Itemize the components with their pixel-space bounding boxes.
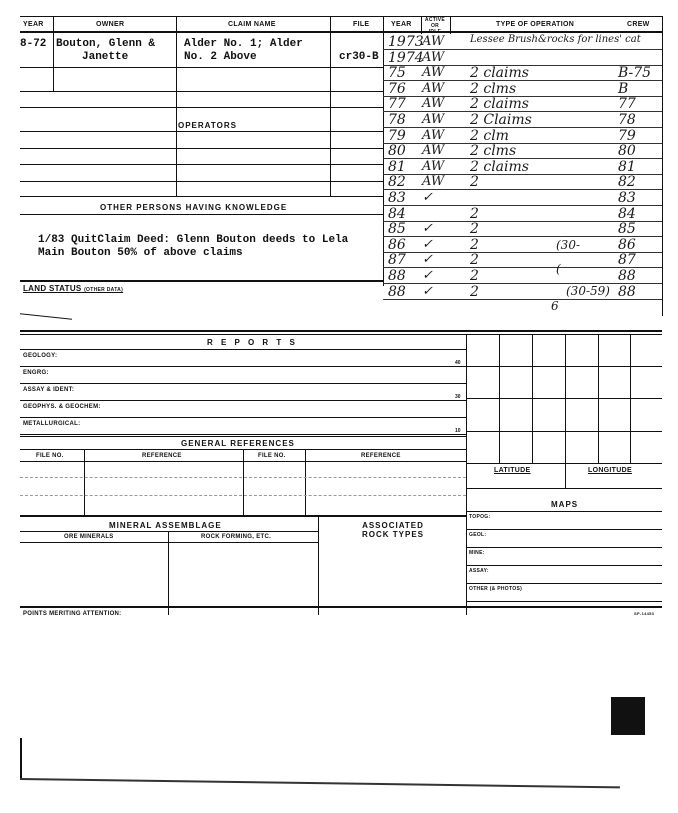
log-operation: 2 clms	[470, 80, 517, 97]
ruled-line	[20, 436, 466, 437]
annotation-2: (	[556, 262, 561, 276]
header-year2: YEAR	[391, 21, 412, 28]
ruled-line	[20, 349, 466, 350]
log-right: 88	[618, 268, 636, 284]
ruled-line	[20, 181, 383, 182]
log-status: ✓	[422, 268, 433, 283]
log-status: AW	[422, 80, 445, 96]
report-number: 10	[455, 428, 461, 434]
associated-rock-types-heading: ASSOCIATED ROCK TYPES	[361, 521, 424, 539]
report-label: ENGRG:	[23, 370, 49, 376]
log-status: ✓	[422, 221, 433, 237]
grid-line	[499, 334, 500, 464]
report-label: GEOLOGY:	[23, 353, 58, 359]
record-claim-line2: No. 2 Above	[184, 51, 257, 63]
ruled-line	[20, 164, 383, 165]
grid-line	[532, 334, 533, 464]
grid-line	[466, 463, 662, 464]
log-status: AW	[422, 49, 445, 65]
log-right: 82	[618, 174, 636, 191]
col-divider	[168, 531, 169, 615]
ruled-line	[20, 495, 466, 496]
log-right: B	[618, 80, 629, 97]
map-row-rule	[466, 601, 662, 602]
log-year: 82	[388, 174, 406, 191]
report-label: GEOPHYS. & GEOCHEM:	[23, 404, 101, 410]
ruled-line	[20, 542, 318, 543]
header-file: FILE	[353, 21, 370, 28]
other-persons-heading: OTHER PERSONS HAVING KNOWLEDGE	[100, 203, 288, 212]
log-year: 88	[388, 268, 406, 284]
latitude-label: LATITUDE	[494, 467, 531, 474]
ref-file-no: FILE NO.	[36, 453, 64, 459]
log-rule	[383, 299, 662, 300]
ruled-line	[20, 515, 466, 517]
map-row-label: TOPOG:	[469, 514, 491, 520]
log-operation: 2 clms	[470, 143, 517, 160]
record-owner-line1: Bouton, Glenn &	[56, 38, 156, 50]
log-status: ✓	[422, 190, 433, 205]
log-year: 84	[388, 205, 406, 222]
col-divider	[305, 449, 306, 515]
map-row-rule	[466, 583, 662, 584]
col-divider	[53, 16, 54, 91]
ruled-line	[20, 107, 383, 108]
right-border	[662, 16, 663, 316]
ref-reference2: REFERENCE	[361, 453, 401, 459]
map-row-label: ASSAY:	[469, 568, 489, 574]
grid-line	[466, 366, 662, 367]
record-file: cr30-B	[339, 51, 379, 63]
reports-heading: R E P O R T S	[207, 338, 298, 347]
general-references-heading: GENERAL REFERENCES	[181, 439, 295, 448]
land-status-sub: (OTHER DATA)	[84, 287, 124, 293]
log-operation: 2	[470, 221, 479, 238]
log-operation: 2	[470, 252, 479, 269]
header-crew: CREW	[627, 21, 650, 28]
report-number: 40	[455, 360, 461, 366]
log-operation: 2 clm	[470, 127, 509, 144]
report-rule	[20, 383, 466, 384]
grid-line	[466, 431, 662, 432]
log-right: 83	[618, 190, 636, 206]
report-label: ASSAY & IDENT:	[23, 387, 75, 393]
log-year: 1974	[388, 49, 424, 66]
log-status: AW	[422, 174, 445, 190]
black-registration-mark	[611, 697, 645, 735]
notes-line1: 1/83 QuitClaim Deed: Glenn Bouton deeds to Lela	[38, 234, 349, 246]
log-right: 81	[618, 158, 636, 175]
report-rule	[20, 400, 466, 401]
map-row-rule	[466, 547, 662, 548]
annotation-3: (30-59)	[566, 284, 610, 298]
record-owner-line2: Janette	[82, 51, 129, 63]
land-status-label: LAND STATUS	[23, 284, 82, 293]
log-status: ✓	[422, 252, 433, 268]
log-right: 79	[618, 127, 636, 144]
maps-heading: MAPS	[551, 500, 579, 509]
log-right: 85	[618, 221, 636, 238]
ruled-line	[20, 214, 383, 215]
col-divider	[330, 16, 331, 196]
log-year: 85	[388, 221, 406, 238]
log-year: 86	[388, 236, 406, 253]
log-year: 78	[388, 112, 406, 128]
land-status-rule	[20, 280, 383, 282]
log-operation: 2	[470, 174, 479, 191]
col-divider	[383, 16, 384, 286]
header-rule	[20, 31, 662, 33]
log-status: ✓	[422, 283, 433, 299]
log-status: AW	[422, 96, 445, 112]
log-right: B-75	[618, 65, 652, 82]
log-year: 77	[388, 96, 406, 113]
header-claim-name: CLAIM NAME	[228, 21, 276, 28]
map-row-label: OTHER (& PHOTOS)	[469, 586, 523, 592]
log-right: 77	[618, 96, 636, 113]
ref-reference: REFERENCE	[142, 453, 182, 459]
top-rule	[20, 16, 662, 17]
col-divider	[318, 515, 319, 615]
log-operation: 2 claims	[470, 65, 529, 82]
record-year: 8-72	[20, 38, 47, 50]
grid-line	[565, 334, 566, 488]
report-rule	[20, 417, 466, 418]
log-year: 83	[388, 190, 406, 206]
header-owner: OWNER	[96, 21, 125, 28]
log-operation: 2 claims	[470, 96, 529, 113]
log-right: 86	[618, 236, 636, 253]
log-operation: 2	[470, 236, 479, 253]
header-type-of-operation: TYPE OF OPERATION	[496, 21, 575, 28]
log-status: AW	[422, 34, 445, 49]
ruled-line	[20, 148, 383, 149]
longitude-label: LONGITUDE	[588, 467, 632, 474]
map-row-label: MINE:	[469, 550, 485, 556]
header-year: YEAR	[23, 21, 44, 28]
map-row-rule	[466, 529, 662, 530]
operators-heading: OPERATORS	[178, 121, 237, 130]
ruled-line	[20, 67, 383, 68]
log-operation: Lessee Brush&rocks for lines' cat	[470, 34, 641, 45]
ruled-line	[466, 511, 662, 512]
annotation-1: (30-	[556, 238, 581, 252]
report-rule	[20, 366, 466, 367]
reports-top-rule	[20, 330, 662, 332]
log-operation: 2 claims	[470, 158, 529, 175]
log-status: AW	[422, 127, 445, 143]
col-divider	[84, 449, 85, 515]
header-active-idle: ACTIVE OR IDLE	[424, 17, 446, 35]
log-right: 78	[618, 112, 636, 128]
log-right: 84	[618, 205, 636, 222]
ruled-line	[20, 91, 383, 92]
log-status: AW	[422, 143, 445, 159]
col-divider	[421, 16, 422, 34]
log-year: 87	[388, 252, 406, 269]
grid-line	[466, 398, 662, 399]
record-claim-line1: Alder No. 1; Alder	[184, 38, 303, 50]
ruled-line	[20, 131, 383, 132]
log-operation: 2	[470, 268, 479, 284]
log-operation: 2	[470, 283, 479, 300]
log-operation: 2	[470, 205, 479, 222]
land-status-heading	[23, 284, 123, 293]
log-right: 80	[618, 143, 636, 160]
log-operation: 2 Claims	[470, 112, 532, 128]
map-row-rule	[466, 565, 662, 566]
log-status: AW	[422, 158, 445, 174]
reports-right-divider	[466, 334, 467, 615]
col-divider	[243, 449, 244, 515]
grid-line	[466, 488, 662, 489]
rock-forming-header: ROCK FORMING, ETC.	[201, 534, 272, 540]
log-status: AW	[422, 65, 445, 81]
log-year: 88	[388, 283, 406, 300]
log-year: 81	[388, 158, 406, 175]
log-year: 80	[388, 143, 406, 160]
report-label: METALLURGICAL:	[23, 421, 81, 427]
land-status-stroke	[20, 303, 72, 319]
ref-file-no2: FILE NO.	[258, 453, 286, 459]
ruled-line	[20, 196, 383, 197]
log-year: 76	[388, 80, 406, 97]
ruled-line	[20, 477, 466, 478]
log-status: ✓	[422, 236, 433, 252]
mineral-assemblage-heading: MINERAL ASSEMBLAGE	[109, 521, 222, 530]
log-year: 75	[388, 65, 406, 82]
annotation-4: 6	[551, 299, 559, 313]
report-number: 30	[455, 394, 461, 400]
log-year: 79	[388, 127, 406, 144]
log-right: 88	[618, 283, 636, 300]
points-meriting-attention: POINTS MERITING ATTENTION:	[23, 611, 122, 617]
log-status: AW	[422, 112, 445, 127]
log-year: 1973	[388, 34, 424, 50]
scan-edge-bottom	[20, 778, 620, 788]
scan-edge	[20, 738, 22, 778]
form-number: SP-14453	[634, 611, 655, 616]
log-right: 87	[618, 252, 636, 269]
grid-line	[598, 334, 599, 464]
ruled-line	[20, 531, 318, 532]
report-rule	[20, 434, 466, 435]
grid-line	[630, 334, 631, 464]
notes-line2: Main Bouton 50% of above claims	[38, 247, 243, 259]
ore-minerals-header: ORE MINERALS	[64, 534, 114, 540]
col-divider	[450, 16, 451, 34]
col-divider	[176, 16, 177, 196]
bottom-rule	[20, 606, 662, 608]
map-row-label: GEOL:	[469, 532, 487, 538]
